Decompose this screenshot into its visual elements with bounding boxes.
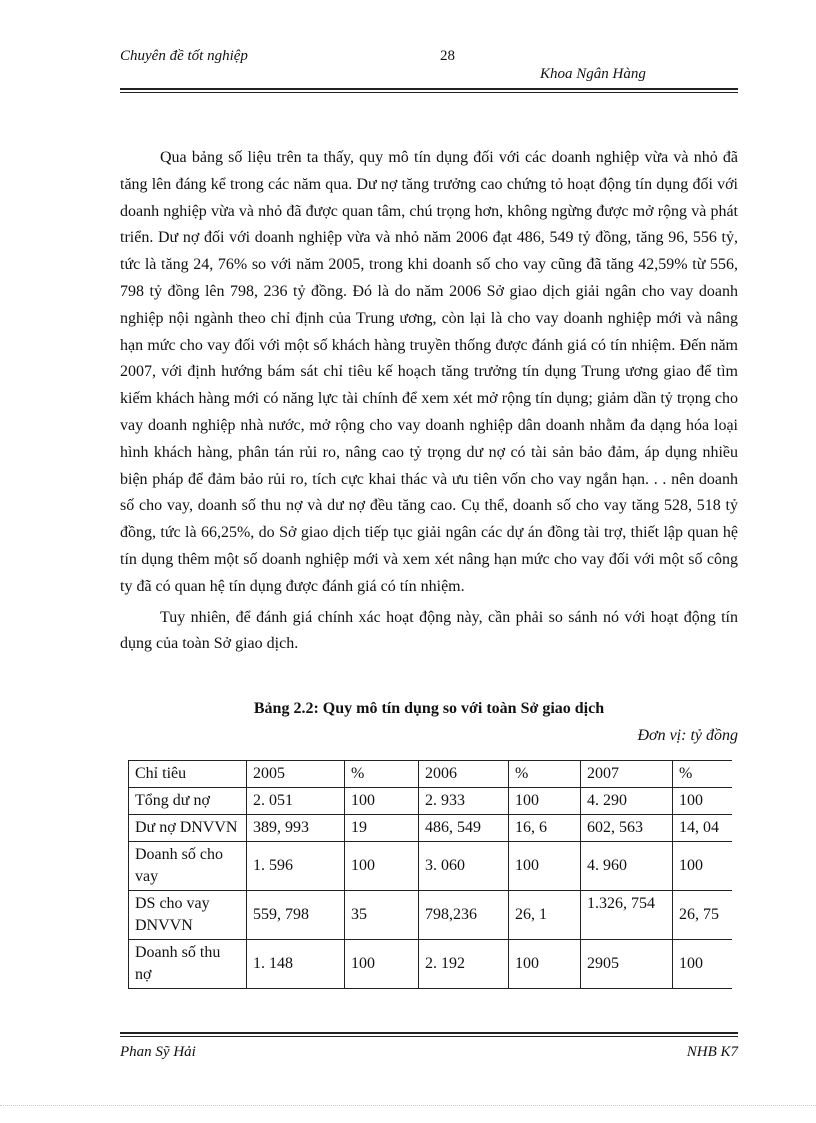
footer-class: NHB K7	[686, 1044, 738, 1060]
table-cell: 2. 192	[419, 940, 509, 989]
table-cell: 100	[345, 788, 419, 815]
table-row	[129, 788, 733, 815]
header-rule-thin	[120, 92, 738, 93]
table-cell: Tổng dư nợ	[129, 788, 247, 815]
header-cell: 2007	[581, 761, 673, 788]
table-cell: 602, 563	[581, 815, 673, 842]
table-cell: 19	[345, 815, 419, 842]
body-text	[120, 145, 738, 658]
table-cell: 100	[345, 842, 419, 891]
table-header-row	[129, 761, 733, 788]
paragraph: Qua bảng số liệu trên ta thấy, quy mô tín dụng đối với các doanh nghiệp vừa và nhỏ đã tăng lên đáng kể trong các năm qua. Dư nợ tăng trưởng cao chứng tỏ hoạt động tín dụng đối với doanh nghiệp vừa và nhỏ đã được quan tâm, chú trọng hơn, không ngừng được mở rộng và phát triển. Dư nợ đối với doanh nghiệp vừa và nhỏ năm 2006 đạt 486, 549 tỷ đồng, tăng 96, 556 tỷ, tức là tăng 24, 76% so với năm 2005, trong khi doanh số cho vay cũng đã tăng 42,59% từ 556, 798 tỷ đồng lên 798, 236 tỷ đồng. Đó là do năm 2006 Sở giao dịch giải ngân cho vay doanh nghiệp nội ngành theo chỉ định của Trung ương, còn lại là cho vay doanh nghiệp mới và nâng hạn mức cho vay đối với một số khách hàng truyền thống được đánh giá có tín nhiệm. Đến năm 2007, với định hướng bám sát chỉ tiêu kế hoạch tăng trưởng tín dụng Trung ương giao để tìm kiếm khách hàng mới có năng lực tài chính để xem xét mở rộng tín dụng; giảm dần tỷ trọng cho vay doanh nghiệp nhà nước, mở rộng cho vay doanh nghiệp dân doanh nhằm đa dạng hóa loại hình khách hàng, phân tán rủi ro, nâng cao tỷ trọng dư nợ có tài sản bảo đảm, áp dụng nhiều biện pháp để đảm bảo rủi ro, tích cực khai thác và ưu tiên vốn cho vay ngắn hạn. . . nên doanh số cho vay, doanh số thu nợ và dư nợ đều tăng cao. Cụ thể, doanh số cho vay tăng 528, 518 tỷ đồng, tức là 66,25%, do Sở giao dịch tiếp tục giải ngân các dự án đồng tài trợ, thiết lập quan hệ tín dụng thêm một số doanh nghiệp mới và xem xét nâng hạn mức cho vay đối với một số công ty đã có quan hệ tín dụng được đánh giá có tín nhiệm.	[120, 149, 738, 595]
table-cell: 14, 04	[673, 815, 733, 842]
table-cell: 3. 060	[419, 842, 509, 891]
table-cell: 486, 549	[419, 815, 509, 842]
table-row	[129, 891, 733, 940]
data-table	[128, 760, 732, 989]
table-cell: 100	[345, 940, 419, 989]
table-cell: 100	[673, 788, 733, 815]
table-cell: 1. 596	[247, 842, 345, 891]
table-container	[128, 760, 732, 1018]
table-cell: 100	[509, 788, 581, 815]
page-number: 28	[440, 48, 455, 64]
table-unit: Đơn vị: tỷ đồng	[637, 727, 738, 744]
table-cell: 4. 960	[581, 842, 673, 891]
table-cell: 559, 798	[247, 891, 345, 940]
table-cell: 26, 1	[509, 891, 581, 940]
header-cell: %	[345, 761, 419, 788]
table-caption: Bảng 2.2: Quy mô tín dụng so với toàn Sở giao dịch	[253, 700, 605, 717]
header-right-title: Khoa Ngân Hàng	[540, 66, 646, 82]
paragraph: Tuy nhiên, để đánh giá chính xác hoạt động này, cần phải so sánh nó với hoạt động tín dụng của toàn Sở giao dịch.	[120, 608, 738, 653]
table-cell: 2. 051	[247, 788, 345, 815]
footer-rule-thin	[120, 1036, 738, 1037]
page-edge	[0, 1105, 816, 1106]
table-cell: 100	[673, 940, 733, 989]
table-row	[129, 940, 733, 989]
table-cell: Doanh số thu nợ	[129, 940, 247, 989]
table-cell: 2. 933	[419, 788, 509, 815]
table-cell: 4. 290	[581, 788, 673, 815]
header-cell: %	[673, 761, 733, 788]
table-row	[129, 842, 733, 891]
table-cell: 1. 148	[247, 940, 345, 989]
table-cell: 16, 6	[509, 815, 581, 842]
table-cell: 798,236	[419, 891, 509, 940]
header-cell: 2005	[247, 761, 345, 788]
table-cell: 100	[673, 842, 733, 891]
table-cell: 35	[345, 891, 419, 940]
table-cell: DS cho vay DNVVN	[129, 891, 247, 940]
header-cell: Chỉ tiêu	[129, 761, 247, 788]
table-cell: 100	[509, 842, 581, 891]
header-left-title: Chuyên đề tốt nghiệp	[120, 48, 248, 64]
header-rule	[120, 88, 738, 90]
table-cell: 2905	[581, 940, 673, 989]
table-cell: 389, 993	[247, 815, 345, 842]
footer-rule	[120, 1032, 738, 1034]
footer-author: Phan Sỹ Hải	[120, 1044, 196, 1060]
table-row	[129, 815, 733, 842]
table-cell: 1.326, 754	[581, 891, 673, 940]
table-cell: 100	[509, 940, 581, 989]
table-cell: Doanh số cho vay	[129, 842, 247, 891]
header-cell: %	[509, 761, 581, 788]
table-cell: Dư nợ DNVVN	[129, 815, 247, 842]
header-cell: 2006	[419, 761, 509, 788]
table-cell: 26, 75	[673, 891, 733, 940]
